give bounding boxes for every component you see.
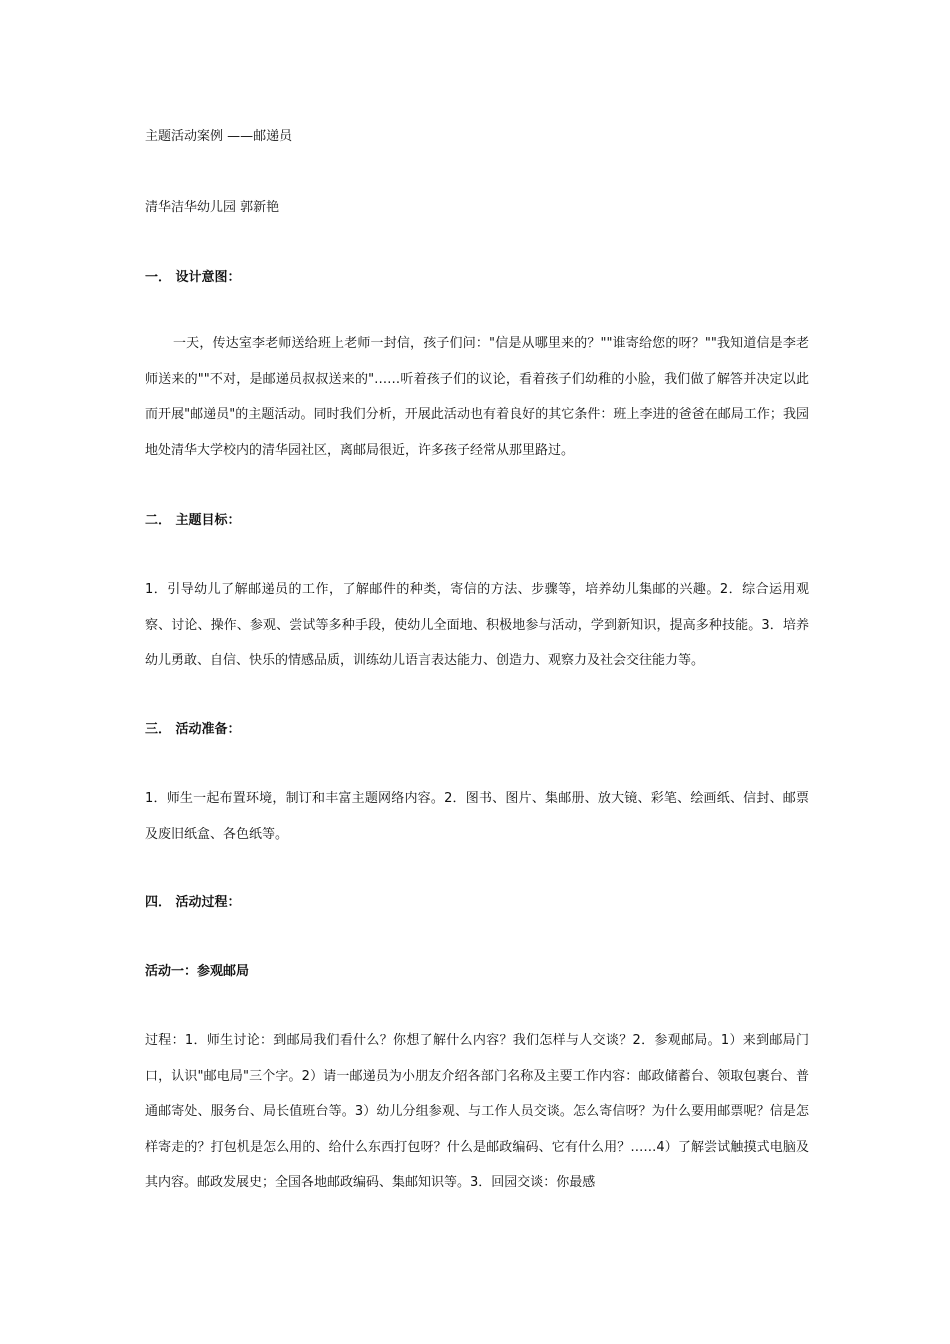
activity1-heading: 活动一：参观邮局 [145, 964, 250, 979]
section-body-design-intent: 一天，传达室李老师送给班上老师一封信，孩子们问："信是从哪里来的？""谁寄给您的呀？""我知道信是李老师送来的""不对，是邮递员叔叔送来的"……听着孩子们的议论，看着孩子们幼稚的小脸，我们做了解答并决定以此而开展"邮递员"的主题活动。同时我们分析，开展此活动也有着良好的其它条件：班上李进的爸爸在邮局工作；我园地处清华大学校内的清华园社区，离邮局很近，许多孩子经常从那里路过。 [145, 336, 809, 458]
section-body-goals: 1．引导幼儿了解邮递员的工作，了解邮件的种类，寄信的方法、步骤等，培养幼儿集邮的兴趣。2．综合运用观察、讨论、操作、参观、尝试等多种手段，使幼儿全面地、积极地参与活动，学到新知识，提高多种技能。3．培养幼儿勇敢、自信、快乐的情感品质，训练幼儿语言表达能力、创造力、观察力及社会交往能力等。 [145, 582, 809, 668]
section-heading-process: 四． 活动过程： [145, 895, 241, 910]
document-title: 主题活动案例 ——邮递员 [145, 129, 293, 144]
section-heading-goals: 二． 主题目标： [145, 513, 241, 528]
section-body-preparation: 1．师生一起布置环境，制订和丰富主题网络内容。2．图书、图片、集邮册、放大镜、彩笔、绘画纸、信封、邮票及废旧纸盒、各色纸等。 [145, 791, 809, 842]
section-heading-preparation: 三． 活动准备： [145, 722, 241, 737]
author-line: 清华洁华幼儿园 郭新艳 [145, 200, 280, 215]
section-heading-design-intent: 一． 设计意图： [145, 270, 241, 285]
activity1-body: 过程：1．师生讨论：到邮局我们看什么？你想了解什么内容？我们怎样与人交谈？2．参观邮局。1）来到邮局门口，认识"邮电局"三个字。2）请一邮递员为小朋友介绍各部门名称及主要工作内容：邮政储蓄台、领取包裹台、普通邮寄处、服务台、局长值班台等。3）幼儿分组参观、与工作人员交谈。怎么寄信呀？为什么要用邮票呢？信是怎样寄走的？打包机是怎么用的、给什么东西打包呀？什么是邮政编码、它有什么用？……4）了解尝试触摸式电脑及其内容。邮政发展史；全国各地邮政编码、集邮知识等。3．回园交谈：你最感 [145, 1033, 809, 1190]
